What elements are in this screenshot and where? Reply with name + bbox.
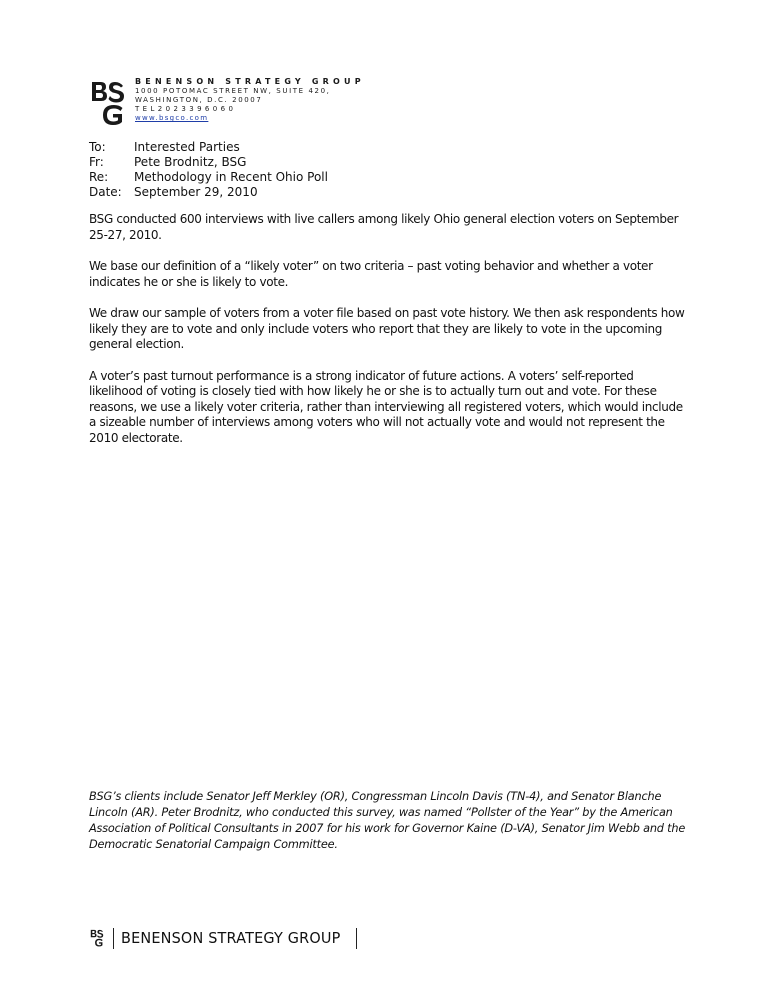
footer-divider bbox=[113, 928, 114, 949]
memo-body bbox=[89, 212, 689, 462]
to-value: Interested Parties bbox=[134, 140, 240, 154]
date-label: Date: bbox=[89, 185, 122, 199]
footer-note: BSG’s clients include Senator Jeff Merkley (OR), Congressman Lincoln Davis (TN-4), and Senator Blanche Lincoln (AR). Peter Brodnitz, who conducted this survey, was named “Pollster of the Year” by the American Association of Political Consultants in 2007 for his work for Governor Kaine (D-VA), Senator Jim Webb and the Democratic Senatorial Campaign Committee. bbox=[89, 790, 686, 851]
address-line-1: 1000 POTOMAC STREET NW, SUITE 420, bbox=[135, 87, 331, 95]
memo-date-row bbox=[89, 185, 328, 200]
memo-to-row bbox=[89, 140, 328, 155]
date-value: September 29, 2010 bbox=[134, 185, 258, 199]
re-label: Re: bbox=[89, 170, 109, 184]
paragraph: We draw our sample of voters from a voter file based on past vote history. We then ask respondents how likely they are to vote and only include voters who report that they are likely to vote in the upcoming general election. bbox=[89, 306, 685, 351]
company-name: BENENSON STRATEGY GROUP bbox=[135, 77, 365, 86]
telephone: TEL2023396060 bbox=[135, 105, 237, 113]
memo-header bbox=[89, 140, 328, 200]
memo-from-row bbox=[89, 155, 328, 170]
from-label: Fr: bbox=[89, 155, 104, 169]
to-label: To: bbox=[89, 140, 106, 154]
footer-logo bbox=[90, 926, 357, 950]
from-value: Pete Brodnitz, BSG bbox=[134, 155, 247, 169]
letterhead bbox=[135, 77, 365, 123]
website-link[interactable]: www.bsgco.com bbox=[135, 114, 209, 122]
paragraph: A voter’s past turnout performance is a strong indicator of future actions. A voters’ self-reported likelihood of voting is closely tied with how likely he or she is to actually turn out and vote. For these reasons, we use a likely voter criteria, rather than interviewing all registered voters, which would include a sizeable number of interviews among voters who will not actually vote and would not represent the 2010 electorate. bbox=[89, 368, 683, 445]
bsg-footer-logo-mark bbox=[90, 927, 104, 949]
paragraph: BSG conducted 600 interviews with live callers among likely Ohio general election voters on September 25-27, 2010. bbox=[89, 212, 679, 242]
bsg-logo-mark bbox=[90, 80, 126, 126]
footer-divider-end bbox=[356, 928, 357, 949]
paragraph: We base our definition of a “likely voter” on two criteria – past voting behavior and whether a voter indicates he or she is likely to vote. bbox=[89, 259, 653, 289]
memo-re-row bbox=[89, 170, 328, 185]
address-line-2: WASHINGTON, D.C. 20007 bbox=[135, 96, 263, 104]
re-value: Methodology in Recent Ohio Poll bbox=[134, 170, 328, 184]
footer-company-name: BENENSON STRATEGY GROUP bbox=[121, 929, 341, 947]
